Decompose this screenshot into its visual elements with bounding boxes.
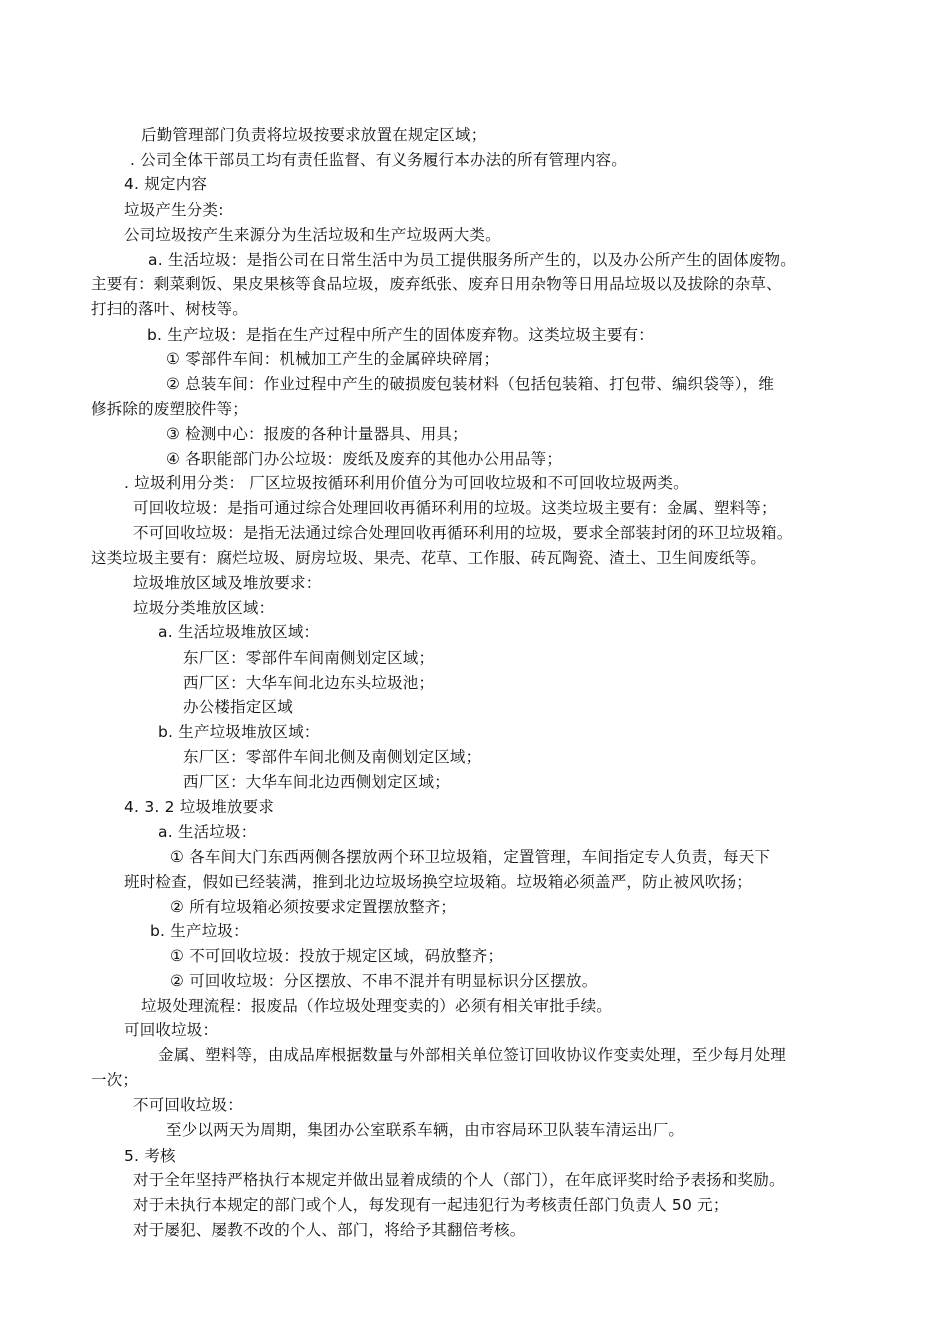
text-line: ① 各车间大门东西两侧各摆放两个环卫垃圾箱，定置管理，车间指定专人负责，每天下: [170, 848, 771, 866]
text-line: 打扫的落叶、树枝等。: [91, 300, 249, 318]
text-line: 垃圾分类堆放区域：: [133, 599, 275, 617]
text-line: 一次；: [91, 1071, 139, 1089]
text-line: b. 生产垃圾：: [150, 922, 249, 940]
section-heading: 5. 考核: [124, 1147, 176, 1165]
text-line: 对于未执行本规定的部门或个人，每发现有一起违犯行为考核责任部门负责人 50 元；: [133, 1196, 729, 1214]
text-line: b. 生产垃圾堆放区域：: [158, 723, 320, 741]
text-line: 这类垃圾主要有：腐烂垃圾、厨房垃圾、果壳、花草、工作服、砖瓦陶瓷、渣土、卫生间废纸等。: [91, 549, 767, 567]
text-line: 不可回收垃圾：: [133, 1096, 243, 1114]
text-line: ④ 各职能部门办公垃圾：废纸及废弃的其他办公用品等；: [166, 450, 563, 468]
text-line: ② 所有垃圾箱必须按要求定置摆放整齐；: [170, 898, 457, 916]
text-line: 垃圾处理流程：报废品（作垃圾处理变卖的）必须有相关审批手续。: [141, 997, 613, 1015]
text-line: 班时检查，假如已经装满，推到北边垃圾场换空垃圾箱。垃圾箱必须盖严，防止被风吹扬；: [124, 873, 753, 891]
text-line: ① 不可回收垃圾：投放于规定区域，码放整齐；: [170, 947, 504, 965]
text-line: a. 生活垃圾：是指公司在日常生活中为员工提供服务所产生的，以及办公所产生的固体废物。: [148, 251, 796, 269]
text-line: 金属、塑料等，由成品库根据数量与外部相关单位签订回收协议作变卖处理，至少每月处理: [158, 1046, 787, 1064]
text-line: 东厂区：零部件车间南侧划定区域；: [183, 649, 435, 667]
text-line: 办公楼指定区域: [183, 698, 293, 716]
text-line: a. 生活垃圾堆放区域：: [158, 623, 320, 641]
text-line: 西厂区：大华车间北边东头垃圾池；: [183, 674, 435, 692]
text-line: 垃圾堆放区域及堆放要求：: [133, 574, 322, 592]
text-line: ① 零部件车间：机械加工产生的金属碎块碎屑；: [166, 350, 500, 368]
text-line: . 垃圾利用分类： 厂区垃圾按循环利用价值分为可回收垃圾和不可回收垃圾两类。: [124, 474, 689, 492]
text-line: . 公司全体干部员工均有责任监督、有义务履行本办法的所有管理内容。: [130, 151, 627, 169]
text-line: ② 可回收垃圾：分区摆放、不串不混并有明显标识分区摆放。: [170, 972, 598, 990]
section-heading: 4. 3. 2 垃圾堆放要求: [124, 798, 275, 816]
text-line: 对于屡犯、屡教不改的个人、部门，将给予其翻倍考核。: [133, 1221, 526, 1239]
text-line: ③ 检测中心：报废的各种计量器具、用具；: [166, 425, 468, 443]
text-line: 公司垃圾按产生来源分为生活垃圾和生产垃圾两大类。: [124, 226, 501, 244]
section-heading: 4. 规定内容: [124, 175, 208, 193]
text-line: 可回收垃圾：: [124, 1021, 219, 1039]
text-line: 可回收垃圾：是指可通过综合处理回收再循环利用的垃圾。这类垃圾主要有：金属、塑料等；: [133, 499, 777, 517]
text-line: 垃圾产生分类:: [124, 201, 224, 219]
text-line: ② 总装车间：作业过程中产生的破损废包装材料（包括包装箱、打包带、编织袋等），维: [166, 375, 775, 393]
text-line: 后勤管理部门负责将垃圾按要求放置在规定区域；: [141, 126, 487, 144]
text-line: 西厂区：大华车间北边西侧划定区域；: [183, 773, 450, 791]
text-line: 修拆除的废塑胶件等；: [91, 400, 249, 418]
text-line: 至少以两天为周期，集团办公室联系车辆，由市容局环卫队装车清运出厂。: [166, 1121, 685, 1139]
text-line: 东厂区：零部件车间北侧及南侧划定区域；: [183, 748, 482, 766]
text-line: 不可回收垃圾：是指无法通过综合处理回收再循环利用的垃圾，要求全部装封闭的环卫垃圾箱。: [133, 524, 793, 542]
text-line: 对于全年坚持严格执行本规定并做出显着成绩的个人（部门），在年底评奖时给予表扬和奖励。: [133, 1171, 785, 1189]
text-line: b. 生产垃圾：是指在生产过程中所产生的固体废弃物。这类垃圾主要有：: [147, 326, 654, 344]
text-line: a. 生活垃圾：: [158, 823, 257, 841]
text-line: 主要有：剩菜剩饭、果皮果核等食品垃圾，废弃纸张、废弃日用杂物等日用品垃圾以及拔除的杂草、: [91, 275, 782, 293]
